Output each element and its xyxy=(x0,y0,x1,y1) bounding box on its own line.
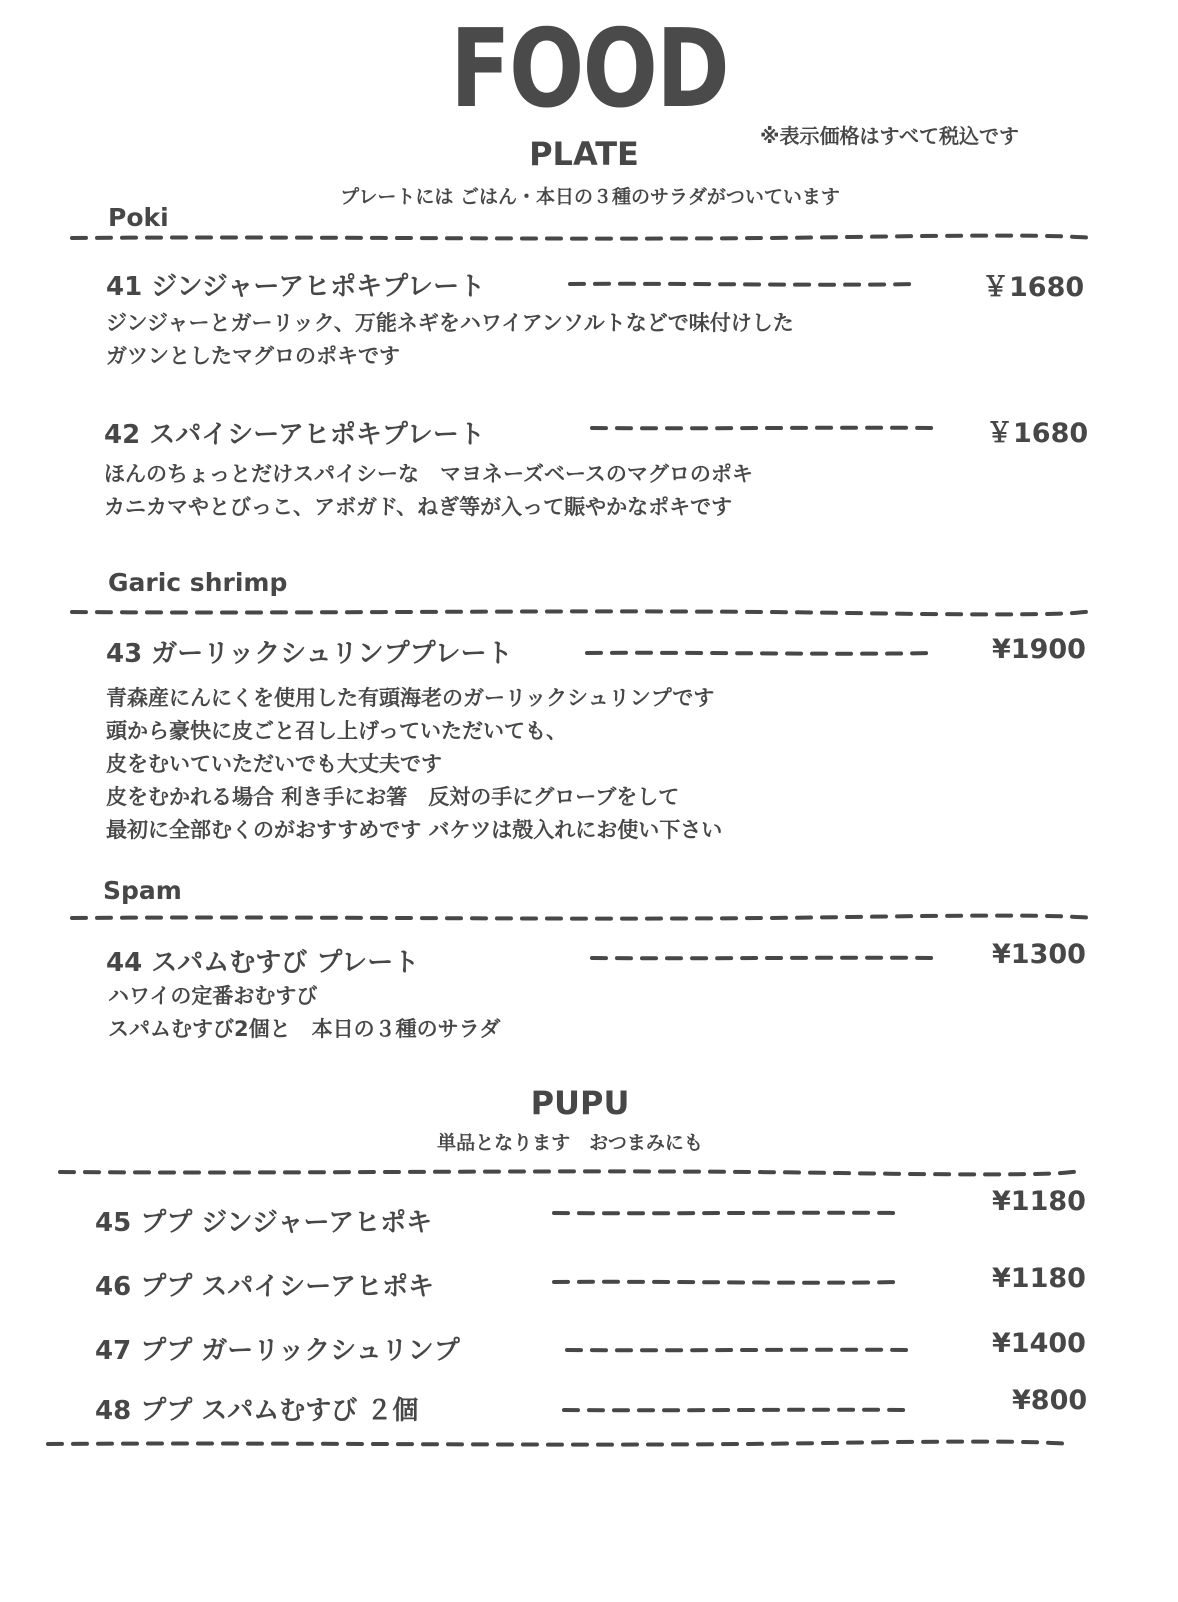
divider-bottom xyxy=(46,1436,1071,1452)
pupu-item-name-48: 48 ププ スパムむすび ２個 xyxy=(95,1396,419,1426)
item-name-43: 43 ガーリックシュリンププレート xyxy=(106,639,513,669)
item-price-42: ￥1680 xyxy=(986,418,1089,449)
item-price-41: ￥1680 xyxy=(982,272,1085,303)
plate-section-title: PLATE xyxy=(529,135,639,173)
item-desc-44: ハワイの定番おむすび スパムむすび2個と 本日の３種のサラダ xyxy=(108,984,501,1041)
pupu-leader-46 xyxy=(552,1276,902,1288)
leader-41 xyxy=(568,278,918,290)
item-desc-41: ジンジャーとガーリック、万能ネギをハワイアンソルトなどで味付けした ガツンとしたマグロのポキです xyxy=(106,311,794,368)
pupu-item-name-47: 47 ププ ガーリックシュリンプ xyxy=(95,1336,460,1366)
divider-spam xyxy=(70,910,1095,926)
item-desc-43: 青森産にんにくを使用した有頭海老のガーリックシュリンプです 頭から豪快に皮ごと召し上げっていただいても、 皮をむいていただいでも大丈夫です 皮をむかれる場合 利き手にお箸 反対の手にグローブをして 最初に全部むくのがおすすめです バケツは殻入れにお使い下さい xyxy=(106,686,723,842)
item-price-44: ¥1300 xyxy=(992,939,1086,970)
category-spam: Spam xyxy=(103,876,182,905)
pupu-item-price-45: ¥1180 xyxy=(992,1186,1086,1217)
leader-44 xyxy=(590,952,940,964)
divider-garlic-shrimp xyxy=(70,604,1095,620)
menu-title: FOOD xyxy=(450,7,729,132)
category-poki: Poki xyxy=(108,203,169,232)
plate-section-note: プレートには ごはん・本日の３種のサラダがついています xyxy=(340,186,840,208)
pupu-section-note: 単品となります おつまみにも xyxy=(437,1132,703,1154)
divider-pupu xyxy=(58,1164,1083,1180)
pupu-leader-47 xyxy=(565,1344,915,1356)
item-desc-42: ほんのちょっとだけスパイシーな マヨネーズベースのマグロのポキ カニカマやとびっこ、アボガド、ねぎ等が入って賑やかなポキです xyxy=(104,462,753,519)
pupu-item-price-46: ¥1180 xyxy=(992,1263,1086,1294)
item-price-43: ¥1900 xyxy=(992,634,1086,665)
pupu-item-name-45: 45 ププ ジンジャーアヒポキ xyxy=(95,1208,433,1238)
pupu-item-price-47: ¥1400 xyxy=(992,1328,1086,1359)
pupu-leader-48 xyxy=(562,1404,912,1416)
pupu-section-title: PUPU xyxy=(530,1084,630,1122)
divider-poki xyxy=(70,230,1095,246)
item-name-42: 42 スパイシーアヒポキプレート xyxy=(104,420,485,450)
leader-43 xyxy=(585,647,935,659)
category-garlic-shrimp: Garic shrimp xyxy=(108,568,288,597)
pupu-item-name-46: 46 ププ スパイシーアヒポキ xyxy=(95,1272,434,1302)
tax-note: ※表示価格はすべて税込です xyxy=(760,124,1020,148)
item-name-41: 41 ジンジャーアヒポキプレート xyxy=(106,272,486,302)
pupu-item-price-48: ¥800 xyxy=(1012,1385,1088,1416)
item-name-44: 44 スパムむすび プレート xyxy=(106,948,420,978)
leader-42 xyxy=(590,422,940,434)
pupu-leader-45 xyxy=(552,1207,902,1219)
